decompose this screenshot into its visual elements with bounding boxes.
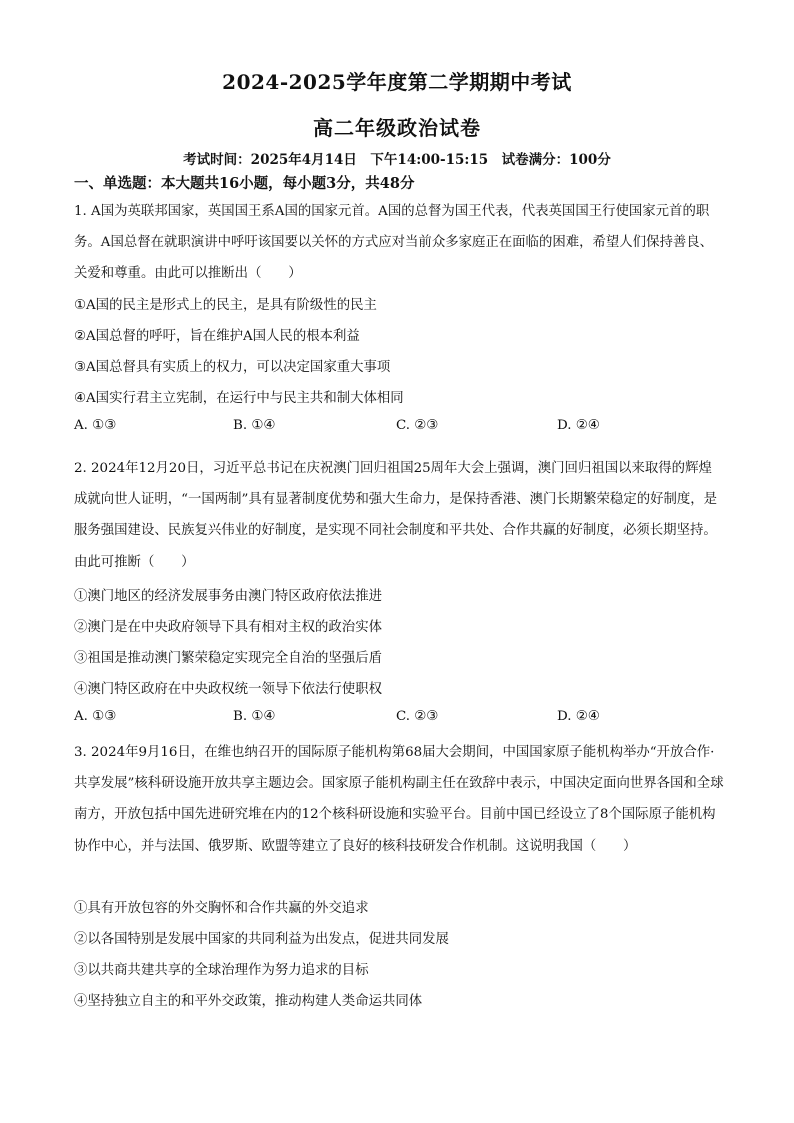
- question-2-item-1: ①澳门地区的经济发展事务由澳门特区政府依法推进: [74, 589, 382, 604]
- question-1-item-3: ③A国总督具有实质上的权力，可以决定国家重大事项: [74, 360, 391, 375]
- question-1-option-a: A. ①③: [74, 418, 117, 433]
- question-1-item-4: ④A国实行君主立宪制，在运行中与民主共和制大体相同: [74, 391, 404, 406]
- question-1-item-2: ②A国总督的呼吁，旨在维护A国人民的根本利益: [74, 329, 360, 344]
- question-3-item-2: ②以各国特别是发展中国家的共同利益为出发点，促进共同发展: [74, 932, 449, 947]
- question-3-stem: 3. 2024年9月16日，在维也纳召开的国际原子能机构第68届大会期间，中国国家原子能机构举办“开放合作·共享发展”核科研设施开放共享主题边会。国家原子能机构副主任在致辞中表示，中国决定面向世界各国和全球南方，开放包括中国先进研究堆在内的12个核科研设施和实验平台。目前中国已经设立了8个国际原子能机构协作中心，并与法国、俄罗斯、欧盟等建立了良好的核科技研发合作机制。这说明我国（ ）: [74, 745, 724, 854]
- exam-title: 2024-2025学年度第二学期期中考试: [222, 70, 572, 94]
- question-1-item-1: ①A国的民主是形式上的民主，是具有阶级性的民主: [74, 298, 377, 313]
- question-2-item-2: ②澳门是在中央政府领导下具有相对主权的政治实体: [74, 620, 382, 635]
- exam-subtitle: 高二年级政治试卷: [313, 116, 481, 140]
- question-3-item-3: ③以共商共建共享的全球治理作为努力追求的目标: [74, 963, 369, 978]
- question-3-item-1: ①具有开放包容的外交胸怀和合作共赢的外交追求: [74, 901, 369, 916]
- question-1-option-b: B. ①④: [233, 418, 276, 433]
- question-2-stem: 2. 2024年12月20日，习近平总书记在庆祝澳门回归祖国25周年大会上强调，澳门回归祖国以来取得的辉煌成就向世人证明，“一国两制”具有显著制度优势和强大生命力，是保持香港、澳门长期繁荣稳定的好制度，是服务强国建设、民族复兴伟业的好制度，是实现不同社会制度和平共处、合作共赢的好制度，必须长期坚持。由此可推断（ ）: [74, 461, 718, 570]
- question-2-option-d: D. ②④: [557, 709, 600, 724]
- section-heading: 一、单选题：本大题共16小题，每小题3分，共48分: [74, 175, 415, 192]
- question-2-item-4: ④澳门特区政府在中央政权统一领导下依法行使职权: [74, 682, 382, 697]
- question-3-item-4: ④坚持独立自主的和平外交政策，推动构建人类命运共同体: [74, 994, 423, 1009]
- question-2-item-3: ③祖国是推动澳门繁荣稳定实现完全自治的坚强后盾: [74, 651, 382, 666]
- question-1-stem: 1. A国为英联邦国家，英国国王系A国的国家元首。A国的总督为国王代表，代表英国国王行使国家元首的职务。A国总督在就职演讲中呼吁该国要以关怀的方式应对当前众多家庭正在面临的困难，希望人们保持善良、关爱和尊重。由此可以推断出（ ）: [74, 204, 714, 282]
- question-2-option-c: C. ②③: [396, 709, 439, 724]
- question-2-option-b: B. ①④: [233, 709, 276, 724]
- exam-info: 考试时间：2025年4月14日 下午14:00-15:15 试卷满分：100分: [183, 152, 611, 168]
- question-1-option-d: D. ②④: [557, 418, 600, 433]
- question-2-option-a: A. ①③: [74, 709, 117, 724]
- question-1-option-c: C. ②③: [396, 418, 439, 433]
